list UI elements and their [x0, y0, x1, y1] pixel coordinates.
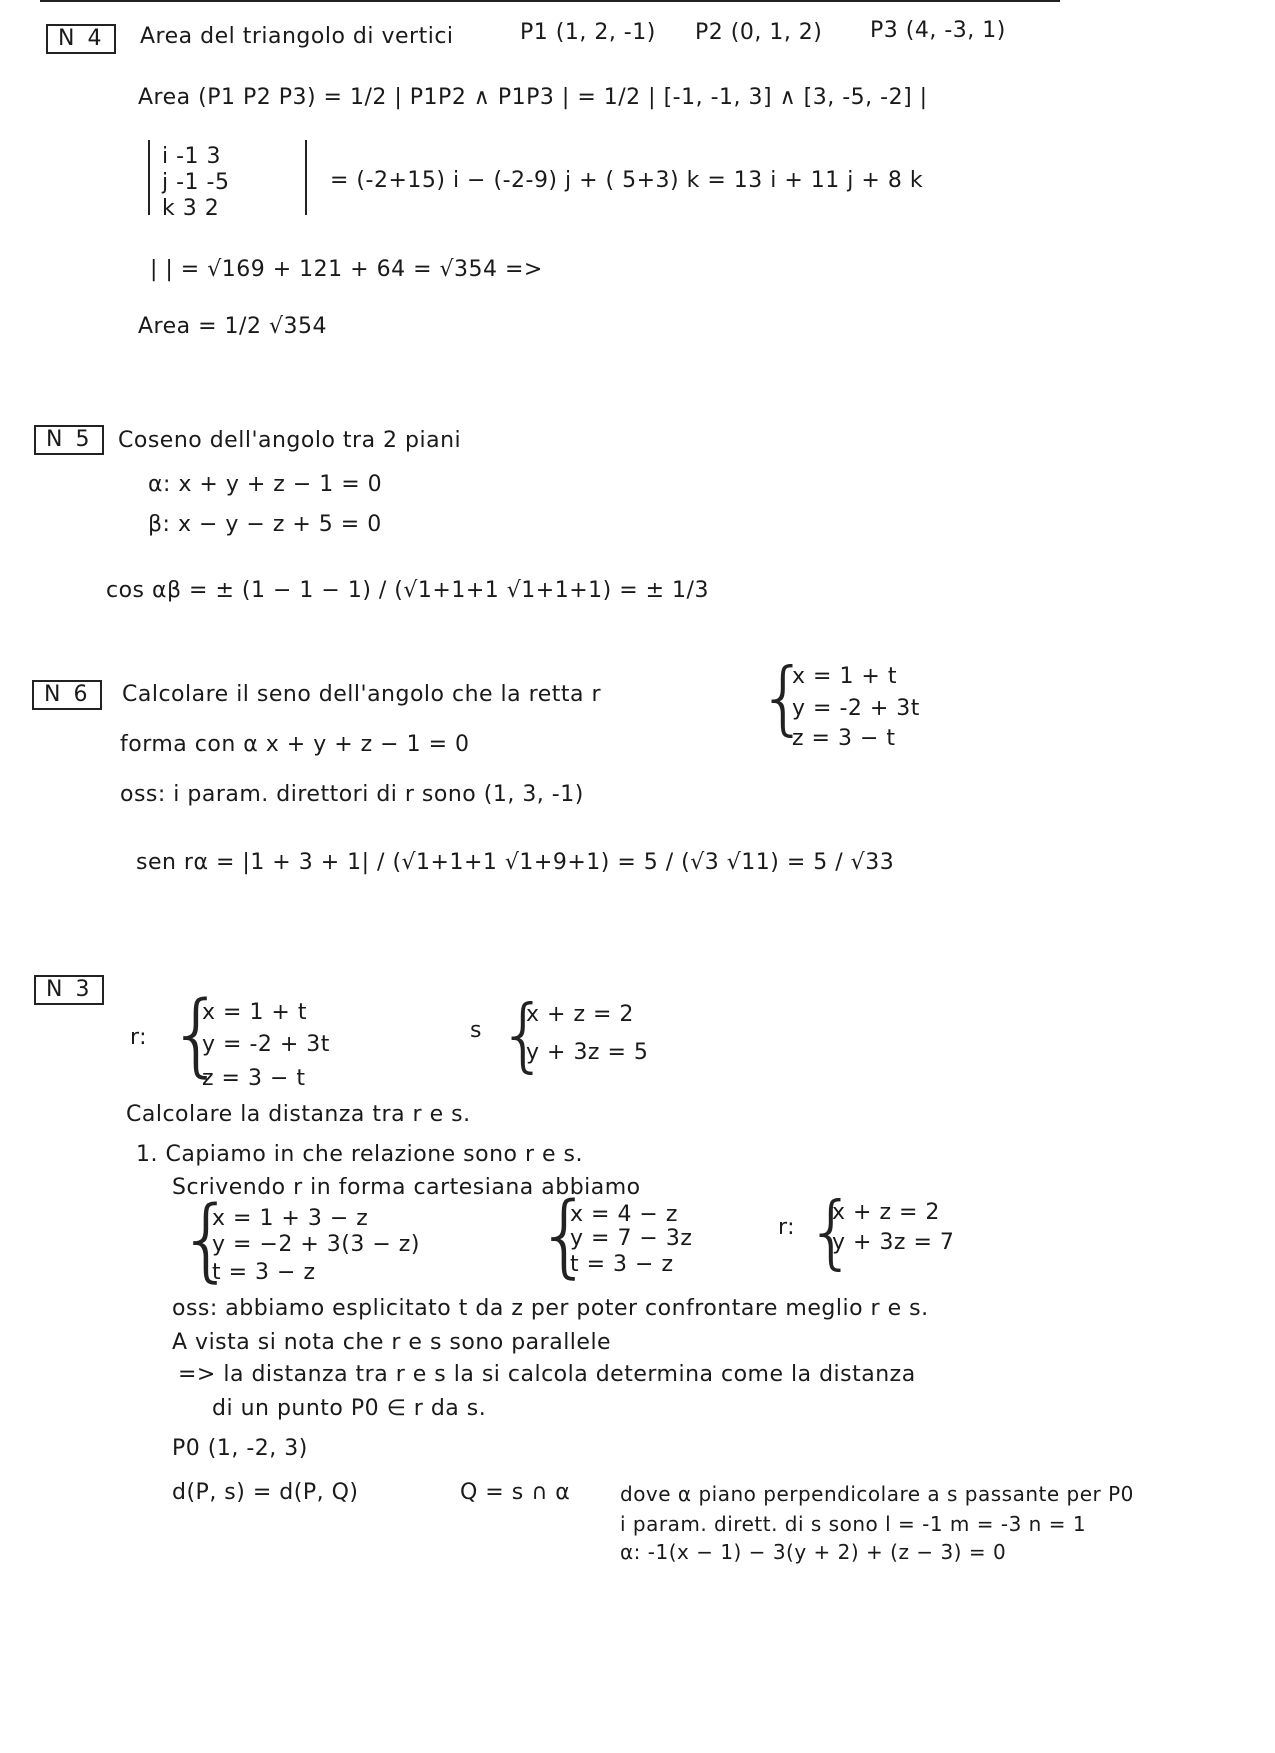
n3-step-1: 1. Capiamo in che relazione sono r e s.: [136, 1142, 584, 1167]
exercise-label-n4: N 4: [46, 24, 116, 54]
n3-c1-c: t = 3 − z: [212, 1260, 316, 1285]
n3-s-2: y + 3z = 5: [526, 1040, 649, 1065]
n4-area-result: Area = 1/2 √354: [138, 314, 327, 339]
n4-p2: P2 (0, 1, 2): [695, 20, 823, 45]
n5-beta: β: x − y − z + 5 = 0: [148, 512, 382, 537]
n5-cos: cos αβ = ± (1 − 1 − 1) / (√1+1+1 √1+1+1) = ± 1/3: [106, 578, 709, 603]
n3-oss-1: oss: abbiamo esplicitato t da z per poter confrontare meglio r e s.: [172, 1296, 929, 1321]
det-row-2: j -1 -5: [162, 170, 230, 195]
n4-p1: P1 (1, 2, -1): [520, 20, 656, 45]
det-right-bar: [305, 140, 307, 215]
page-top-rule: [40, 0, 1060, 2]
n3-dist: d(P, s) = d(P, Q): [172, 1480, 359, 1505]
n4-norm: | | = √169 + 121 + 64 = √354 =>: [150, 257, 543, 282]
n3-r-brace: {: [168, 982, 226, 1087]
n3-c2-b: y = 7 − 3z: [570, 1226, 693, 1251]
n4-title: Area del triangolo di vertici: [140, 24, 454, 49]
n6-sen: sen rα = |1 + 3 + 1| / (√1+1+1 √1+9+1) = 5 / (√3 √11) = 5 / √33: [136, 850, 895, 875]
n6-oss: oss: i param. direttori di r sono (1, 3, -1): [120, 782, 584, 807]
n5-title: Coseno dell'angolo tra 2 piani: [118, 428, 462, 453]
n3-alpha-def: dove α piano perpendicolare a s passante per P0: [620, 1482, 1134, 1506]
n3-s-brace: {: [498, 988, 549, 1081]
n3-c1-a: x = 1 + 3 − z: [212, 1206, 369, 1231]
n3-r-2: y = -2 + 3t: [202, 1032, 330, 1057]
n3-c2-c: t = 3 − z: [570, 1252, 674, 1277]
n3-r-label: r:: [130, 1025, 148, 1050]
n6-sys-2: y = -2 + 3t: [792, 696, 920, 721]
n3-r-3: z = 3 − t: [202, 1066, 306, 1091]
n3-p0: P0 (1, -2, 3): [172, 1436, 308, 1461]
det-result: = (-2+15) i − (-2-9) j + ( 5+3) k = 13 i + 11 j + 8 k: [330, 168, 924, 193]
n3-s-1: x + z = 2: [526, 1002, 634, 1027]
n6-title-2: forma con α x + y + z − 1 = 0: [120, 732, 470, 757]
det-left-bar: [148, 140, 150, 215]
n4-p3: P3 (4, -3, 1): [870, 18, 1006, 43]
n3-c3-b: y + 3z = 7: [832, 1230, 955, 1255]
n3-c1-b: y = −2 + 3(3 − z): [212, 1232, 420, 1257]
n3-oss-3: => la distanza tra r e s la si calcola determina come la distanza: [178, 1362, 916, 1387]
n3-alpha-eq: α: -1(x − 1) − 3(y + 2) + (z − 3) = 0: [620, 1540, 1007, 1564]
n3-param: i param. dirett. di s sono l = -1 m = -3 n = 1: [620, 1512, 1087, 1536]
n3-c3-label: r:: [778, 1215, 796, 1240]
n3-q: Q = s ∩ α: [460, 1480, 571, 1505]
n3-step-1b: Scrivendo r in forma cartesiana abbiamo: [172, 1175, 641, 1200]
n3-oss-4: di un punto P0 ∈ r da s.: [212, 1396, 487, 1421]
n3-cart-brace-1: {: [178, 1187, 236, 1292]
n3-c2-a: x = 4 − z: [570, 1202, 678, 1227]
n3-cart-brace-3: {: [806, 1185, 857, 1278]
n6-title: Calcolare il seno dell'angolo che la retta r: [122, 682, 602, 707]
n6-system-brace: {: [758, 651, 809, 744]
n3-r-1: x = 1 + t: [202, 1000, 307, 1025]
n3-oss-2: A vista si nota che r e s sono parallele: [172, 1330, 612, 1355]
exercise-label-n6: N 6: [32, 680, 102, 710]
det-row-3: k 3 2: [162, 196, 220, 221]
n6-sys-1: x = 1 + t: [792, 664, 897, 689]
n3-c3-a: x + z = 2: [832, 1200, 940, 1225]
n3-s-label: s: [470, 1018, 482, 1043]
n3-task: Calcolare la distanza tra r e s.: [126, 1102, 471, 1127]
n6-sys-3: z = 3 − t: [792, 726, 896, 751]
n4-area-formula: Area (P1 P2 P3) = 1/2 | P1P2 ∧ P1P3 | = 1/2 | [-1, -1, 3] ∧ [3, -5, -2] |: [138, 85, 928, 110]
n3-cart-brace-2: {: [536, 1183, 594, 1288]
exercise-label-n5: N 5: [34, 425, 104, 455]
exercise-label-n3: N 3: [34, 975, 104, 1005]
n5-alpha: α: x + y + z − 1 = 0: [148, 472, 383, 497]
det-row-1: i -1 3: [162, 144, 222, 169]
